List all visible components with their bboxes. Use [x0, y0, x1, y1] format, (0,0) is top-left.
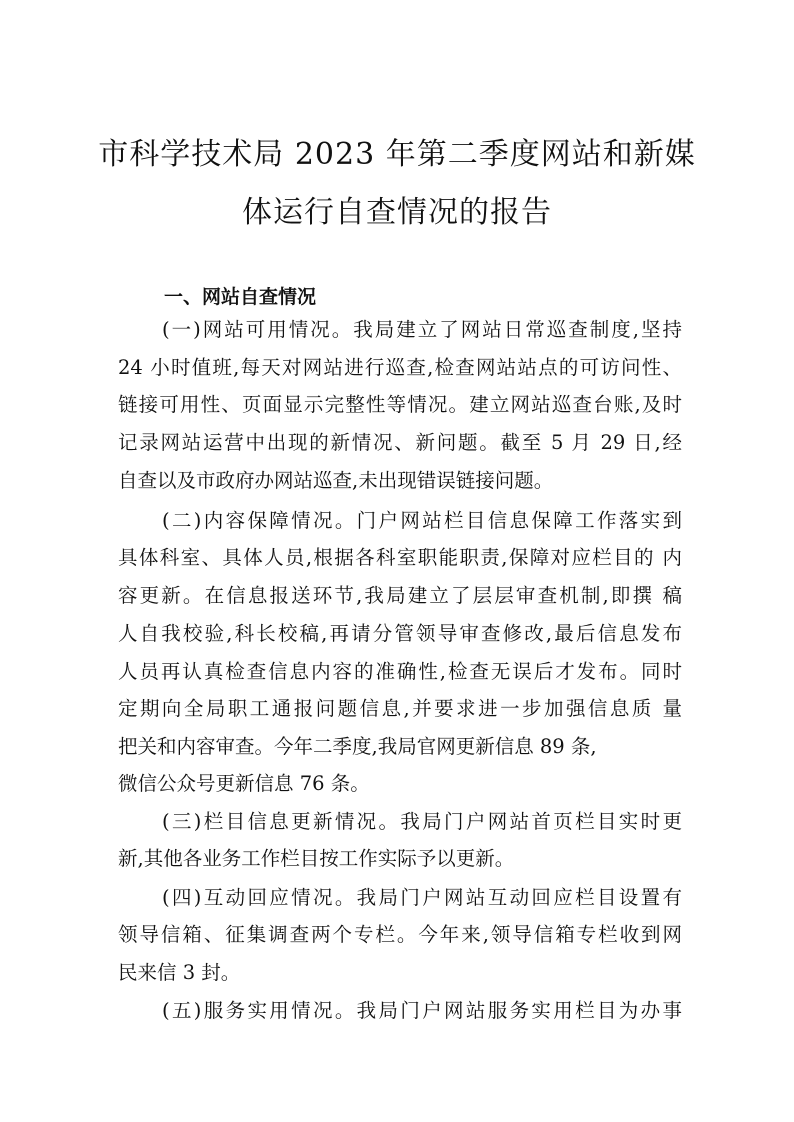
- text-line: 人员再认真检查信息内容的准确性,检查无误后才发布。同时: [118, 660, 682, 683]
- text-line: 新,其他各业务工作栏目按工作实际予以更新。: [118, 847, 515, 870]
- text-line: 24 小时值班,每天对网站进行巡查,检查网站站点的可访问性、: [118, 356, 682, 379]
- text-line: (四)互动回应情况。我局门户网站互动回应栏目设置有: [162, 886, 682, 909]
- text-line: (五)服务实用情况。我局门户网站服务实用栏目为办事: [162, 999, 682, 1022]
- text-line: 民来信 3 封。: [118, 961, 241, 984]
- text-line: 记录网站运营中出现的新情况、新问题。截至 5 月 29 日,经: [118, 431, 682, 454]
- text-line: 微信公众号更新信息 76 条。: [118, 772, 370, 795]
- text-line: 把关和内容审查。今年二季度,我局官网更新信息 89 条,: [118, 735, 597, 758]
- text-line: 链接可用性、页面显示完整性等情况。建立网站巡查台账,及时: [118, 393, 682, 416]
- text-line: 领导信箱、征集调查两个专栏。今年来,领导信箱专栏收到网: [118, 923, 682, 946]
- text-line: 人自我校验,科长校稿,再请分管领导审查修改,最后信息发布: [118, 622, 682, 645]
- text-line: (一)网站可用情况。我局建立了网站日常巡查制度,坚持: [162, 318, 682, 341]
- text-line: 具体科室、具体人员,根据各科室职能职责,保障对应栏目的 内: [118, 546, 682, 569]
- text-line: 容更新。在信息报送环节,我局建立了层层审查机制,即撰 稿: [118, 584, 682, 607]
- text-line: 自查以及市政府办网站巡查,未出现错误链接问题。: [118, 469, 554, 492]
- text-line: 定期向全局职工通报问题信息,并要求进一步加强信息质 量: [118, 697, 682, 720]
- document-title-line-1: 市科学技术局 2023 年第二季度网站和新媒: [98, 137, 696, 172]
- document-title-line-2: 体运行自查情况的报告: [242, 195, 552, 230]
- section-heading: 一、网站自查情况: [164, 286, 317, 308]
- text-line: (二)内容保障情况。门户网站栏目信息保障工作落实到: [162, 509, 682, 532]
- text-line: (三)栏目信息更新情况。我局门户网站首页栏目实时更: [162, 810, 682, 833]
